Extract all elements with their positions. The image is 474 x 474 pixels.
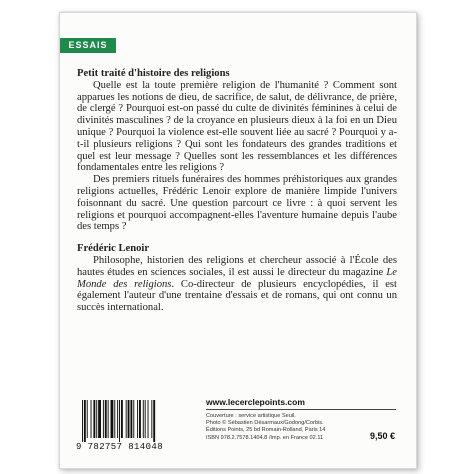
barcode-bar	[143, 400, 144, 438]
synopsis-paragraph-2: Des premiers rituels funéraires des hommes préhistoriques aux grandes religions actuelles, Frédéric Lenoir explore de manière limpide l'univers foisonnant du sacré. Une question parcourt ce livre : à quoi servent les religions et pourquoi accompagnent-elles l'aventure humaine depuis l'aube des temps ?	[77, 174, 397, 233]
author-bio-part-2: . Co-directeur de plusieurs encyclopédies, il est également l'auteur d'une trentaine d'essais et de romans, qui ont connu un succès international.	[77, 278, 397, 314]
author-bio-part-1: Philosophe, historien des religions et chercheur associé à l'École des hautes études en sciences sociales, il est aussi le directeur du magazine	[77, 254, 397, 278]
book-back-cover	[59, 12, 417, 469]
credit-line-isbn: ISBN 978.2.7578.1404.8 /Imp. en France 02.11	[206, 434, 324, 441]
credit-line-publisher: Éditions Points, 25 bd Romain-Rolland, Paris 14	[206, 427, 326, 434]
price-label: 9,50 €	[370, 431, 396, 441]
barcode-bar	[119, 400, 120, 442]
barcode-bar	[93, 400, 95, 438]
barcode-bar	[103, 400, 104, 438]
barcode-bar	[111, 400, 114, 438]
barcode-bar	[117, 400, 118, 438]
barcode-bar	[133, 400, 134, 438]
barcode	[76, 398, 196, 453]
barcode-digits: 9 782757 814048	[76, 442, 164, 452]
barcode-bar	[96, 400, 97, 438]
barcode-bar	[153, 400, 155, 442]
website-url: www.lecerclepoints.com	[206, 397, 305, 407]
cover-text	[77, 68, 397, 314]
barcode-bar	[151, 400, 152, 438]
section-title-author: Frédéric Lenoir	[77, 243, 150, 255]
series-label: ESSAIS	[60, 38, 116, 53]
cover-footer	[60, 385, 416, 468]
barcode-bar	[121, 400, 123, 438]
barcode-bar	[128, 400, 130, 438]
barcode-bar	[148, 400, 149, 438]
credit-line-photo: Photo © Sébastien Désarmaux/Godong/Corbis.	[206, 420, 324, 427]
barcode-bar	[145, 400, 146, 438]
barcode-bar	[82, 400, 83, 442]
credit-line-cover: Couverture : service artistique Seuil.	[206, 413, 296, 419]
barcode-bar	[84, 400, 86, 442]
barcode-graphic	[82, 400, 190, 442]
credits-block	[206, 413, 366, 442]
barcode-bar	[91, 400, 92, 438]
author-bio	[77, 255, 397, 314]
section-title-book: Petit traité d'histoire des religions	[77, 68, 230, 79]
footer-divider	[206, 409, 396, 410]
magazine-title: Le Monde des religions	[77, 266, 397, 290]
barcode-bar	[139, 400, 141, 438]
barcode-bar	[130, 400, 132, 438]
barcode-bar	[105, 400, 107, 438]
barcode-bar	[114, 400, 115, 438]
barcode-bar	[126, 400, 127, 438]
barcode-bar	[98, 400, 101, 438]
synopsis-paragraph-1: Quelle est la toute première religion de l'humanité ? Comment sont apparues les notions de dieu, de sacrifice, de salut, de délivrance, de prière, de clergé ? Pourquoi est-on passé du culte de divinités féminines à celui de divinités masculines ? de la croyance en plusieurs dieux à la foi en un Dieu unique ? Pourquoi la violence est-elle souvent liée au sacré ? Pourquoi y a-t-il plusieurs religions ? Qui sont les fondateurs des grandes traditions et quel est leur message ? Quelles sont les ressemblances et les différences fondamentales entre les religions ?	[77, 79, 397, 174]
barcode-bar	[87, 400, 88, 438]
barcode-bar	[108, 400, 109, 438]
barcode-bar	[137, 400, 138, 438]
